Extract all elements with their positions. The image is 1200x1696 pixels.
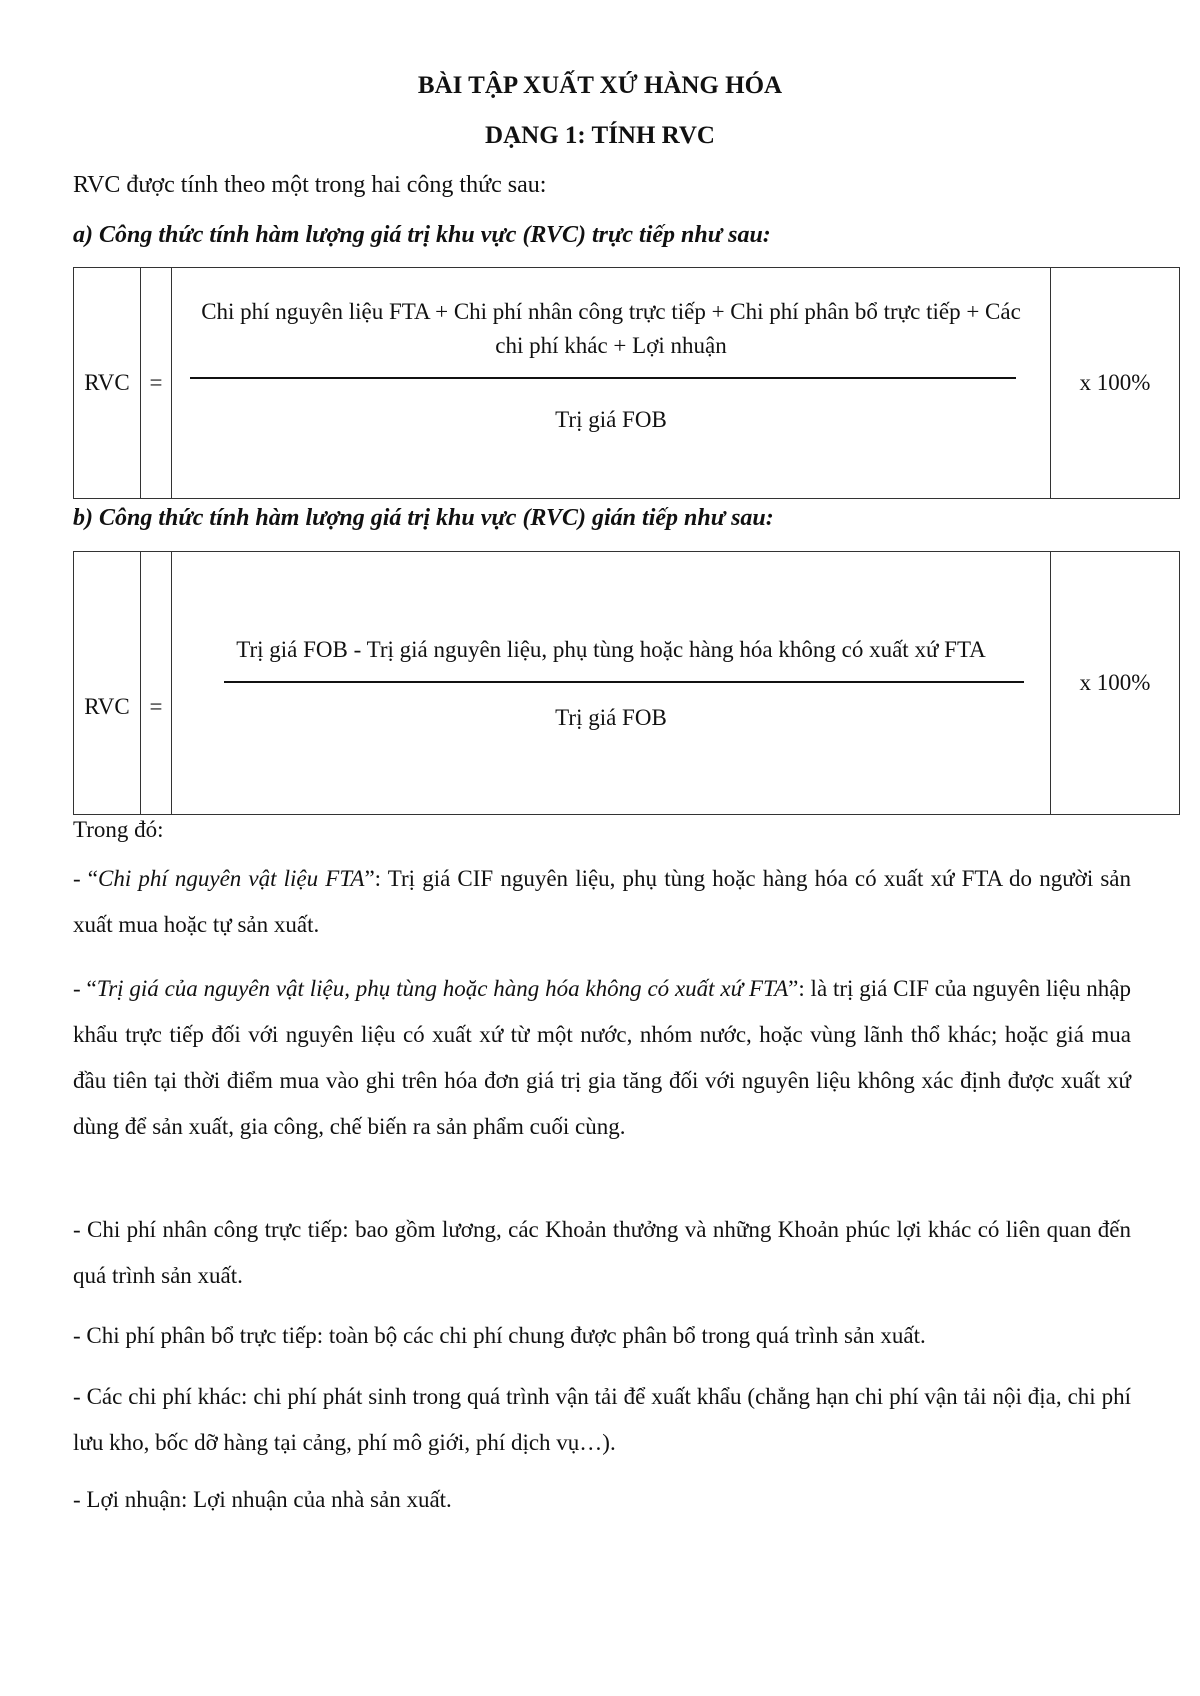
definition-text: ”: Trị giá CIF nguyên liệu, phụ tùng hoặc hàng hóa có xuất xứ FTA do người sản xuất mua hoặc tự sản xuất.	[73, 866, 1131, 937]
document-subtitle: DẠNG 1: TÍNH RVC	[485, 122, 715, 149]
formula-b-table	[73, 551, 1180, 815]
formula-b-denominator: Trị giá FOB	[555, 705, 667, 730]
intro-text: RVC được tính theo một trong hai công thức sau:	[73, 172, 547, 198]
formula-a-heading: a) Công thức tính hàm lượng giá trị khu vực (RVC) trực tiếp như sau:	[73, 222, 771, 248]
formula-a-table	[73, 267, 1180, 499]
definition-prefix: - “	[73, 866, 98, 891]
definition-item: - Lợi nhuận: Lợi nhuận của nhà sản xuất.	[73, 1487, 452, 1512]
formula-a-fraction-bar	[190, 377, 1016, 379]
formula-a-equals: =	[141, 268, 172, 499]
formula-b-multiplier: x 100%	[1051, 552, 1180, 815]
formula-a-multiplier: x 100%	[1051, 268, 1180, 499]
formula-a-fraction	[172, 268, 1051, 499]
formula-a-numerator: Chi phí nguyên liệu FTA + Chi phí nhân công trực tiếp + Chi phí phân bổ trực tiếp + Các chi phí khác + Lợi nhuận	[201, 299, 1021, 358]
definition-item: - Các chi phí khác: chi phí phát sinh trong quá trình vận tải để xuất khẩu (chẳng hạn chi phí vận tải nội địa, chi phí lưu kho, bốc dỡ hàng tại cảng, phí mô giới, phí dịch vụ…).	[73, 1384, 1131, 1455]
definition-item: - Chi phí nhân công trực tiếp: bao gồm lương, các Khoản thưởng và những Khoản phúc lợi khác có liên quan đến quá trình sản xuất.	[73, 1217, 1131, 1288]
formula-b-fraction	[172, 552, 1051, 815]
definition-item	[73, 966, 1131, 1150]
definition-text: ”: là trị giá CIF của nguyên liệu nhập khẩu trực tiếp đối với nguyên liệu có xuất xứ từ một nước, nhóm nước, hoặc vùng lãnh thổ khác; hoặc giá mua đầu tiên tại thời điểm mua vào ghi trên hóa đơn giá trị gia tăng đối với nguyên liệu không xác định được xuất xứ dùng để sản xuất, gia công, chế biến ra sản phẩm cuối cùng.	[73, 976, 1131, 1139]
definition-item	[73, 856, 1131, 948]
formula-a-denominator: Trị giá FOB	[555, 407, 667, 432]
formula-b-equals: =	[141, 552, 172, 815]
definition-term: Chi phí nguyên vật liệu FTA	[98, 866, 365, 891]
definition-prefix: - “	[73, 976, 97, 1001]
formula-a-label: RVC	[74, 268, 141, 499]
definition-item: - Chi phí phân bổ trực tiếp: toàn bộ các chi phí chung được phân bổ trong quá trình sản xuất.	[73, 1323, 926, 1348]
where-label: Trong đó:	[73, 817, 164, 842]
formula-b-heading: b) Công thức tính hàm lượng giá trị khu vực (RVC) gián tiếp như sau:	[73, 505, 774, 531]
formula-b-fraction-bar	[224, 681, 1024, 683]
document-title: BÀI TẬP XUẤT XỨ HÀNG HÓA	[417, 72, 783, 99]
formula-b-label: RVC	[74, 552, 141, 815]
definition-term: Trị giá của nguyên vật liệu, phụ tùng hoặc hàng hóa không có xuất xứ FTA	[96, 976, 789, 1001]
formula-b-numerator: Trị giá FOB - Trị giá nguyên liệu, phụ tùng hoặc hàng hóa không có xuất xứ FTA	[236, 637, 986, 662]
